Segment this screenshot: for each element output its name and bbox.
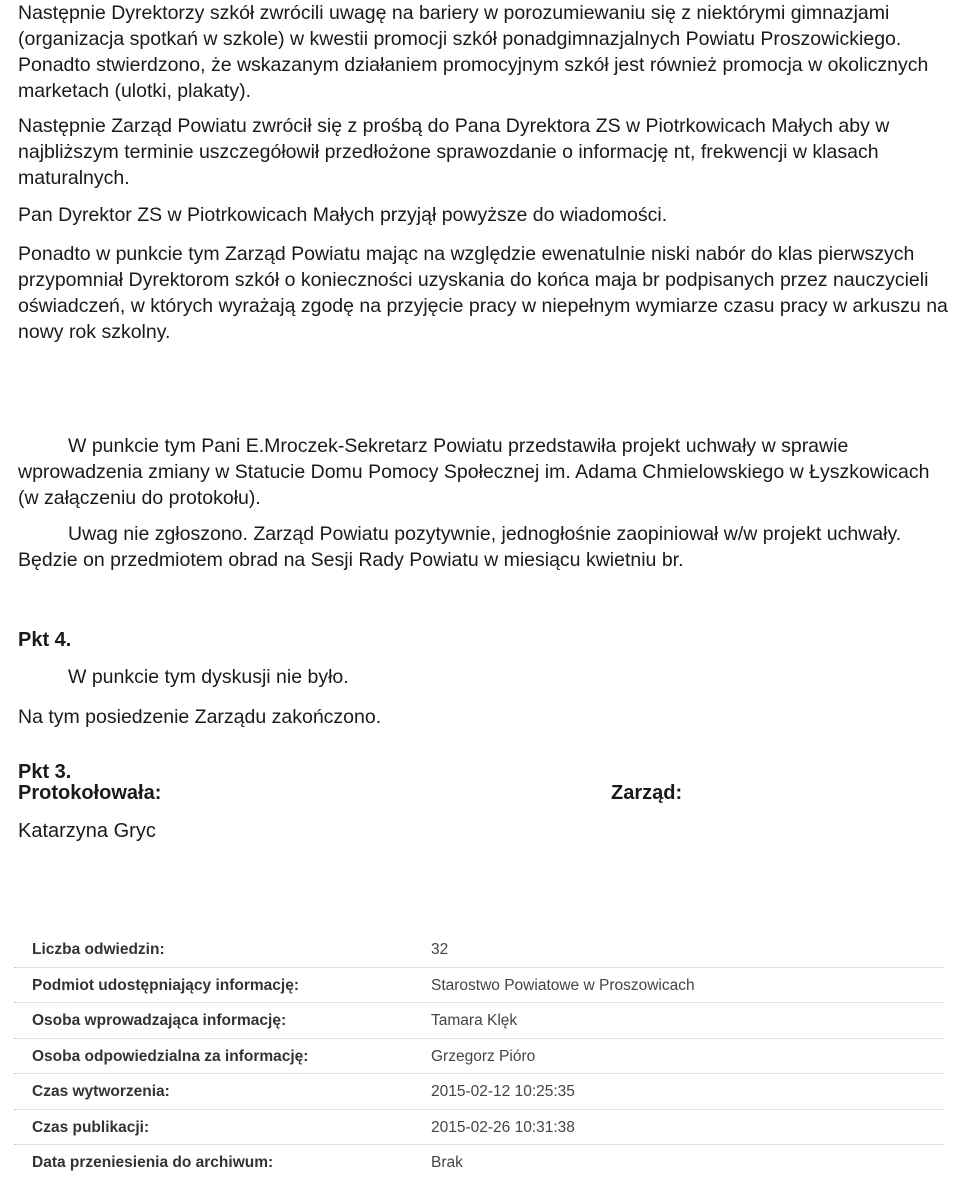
paragraph-request-report: Następnie Zarząd Powiatu zwrócił się z prośbą do Pana Dyrektora ZS w Piotrkowicach Małych aby w najbliższym terminie uszczegółowił przedłożone sprawozdanie o informację nt, frekwencji w klasach maturalnych.	[18, 115, 890, 189]
paragraph-pkt4-discussion: W punkcie tym dyskusji nie było.	[68, 666, 349, 688]
metadata-row	[14, 1003, 944, 1039]
section-heading-pkt4: Pkt 4.	[18, 629, 72, 651]
metadata-value: 2015-02-26 10:31:38	[431, 1118, 575, 1136]
metadata-label: Osoba wprowadzająca informację:	[32, 1012, 287, 1029]
metadata-value: 32	[431, 941, 449, 958]
paragraph-enrollment-reminder: Ponadto w punkcie tym Zarząd Powiatu mając na względzie ewenatulnie niski nabór do klas pierwszych przypomniał Dyrektorom szkół o konieczności uzyskania do końca maja br podpisanych przez nauczycieli oświadczeń, w których wyrażają zgodę na przyjęcie pracy w niepełnym wymiarze czasu pracy w arkuszu na nowy rok szkolny.	[18, 243, 948, 343]
signature-label-zarzad: Zarząd:	[611, 782, 683, 804]
metadata-row	[14, 932, 944, 968]
metadata-label: Osoba odpowiedzialna za informację:	[32, 1047, 309, 1065]
metadata-label: Podmiot udostępniający informację:	[32, 976, 299, 994]
metadata-row	[14, 1145, 944, 1180]
metadata-label: Liczba odwiedzin:	[32, 941, 165, 958]
metadata-value: Tamara Klęk	[431, 1012, 518, 1029]
signature-label-protokolowala: Protokołowała:	[18, 782, 162, 804]
metadata-row	[14, 1074, 944, 1110]
metadata-row	[14, 968, 944, 1004]
metadata-value: Starostwo Powiatowe w Proszowicach	[431, 976, 695, 994]
metadata-label: Data przeniesienia do archiwum:	[32, 1154, 274, 1171]
metadata-row	[14, 1039, 944, 1075]
metadata-label: Czas publikacji:	[32, 1118, 150, 1136]
signature-name: Katarzyna Gryc	[18, 820, 156, 842]
paragraph-promotion-barriers: Następnie Dyrektorzy szkół zwrócili uwagę na bariery w porozumiewaniu się z niektórymi gimnazjami (organizacja spotkań w szkole) w kwestii promocji szkół ponadgimnazjalnych Powiatu Proszowickiego. Ponadto stwierdzono, że wskazanym działaniem promocyjnym szkół jest również promocja w okolicznych marketach (ulotki, plakaty).	[18, 2, 929, 102]
metadata-value: 2015-02-12 10:25:35	[431, 1083, 575, 1100]
metadata-label: Czas wytworzenia:	[32, 1083, 170, 1100]
paragraph-closing: Na tym posiedzenie Zarządu zakończono.	[18, 706, 382, 728]
section-heading-pkt3: Pkt 3.	[18, 761, 72, 783]
paragraph-pkt3-resolution: W punkcie tym Pani E.Mroczek-Sekretarz Powiatu przedstawiła projekt uchwały w sprawie wprowadzenia zmiany w Statucie Domu Pomocy Społecznej im. Adama Chmielowskiego w Łyszkowicach (w załączeniu do protokołu).	[18, 435, 930, 509]
paragraph-director-acknowledged: Pan Dyrektor ZS w Piotrkowicach Małych przyjął powyższe do wiadomości.	[18, 204, 668, 226]
metadata-row	[14, 1110, 944, 1146]
paragraph-pkt3-opinion: Uwag nie zgłoszono. Zarząd Powiatu pozytywnie, jednogłośnie zaopiniował w/w projekt uchwały. Będzie on przedmiotem obrad na Sesji Rady Powiatu w miesiącu kwietniu br.	[18, 523, 902, 571]
metadata-table	[14, 932, 944, 1180]
metadata-value: Brak	[431, 1154, 463, 1171]
metadata-value: Grzegorz Pióro	[431, 1047, 536, 1065]
